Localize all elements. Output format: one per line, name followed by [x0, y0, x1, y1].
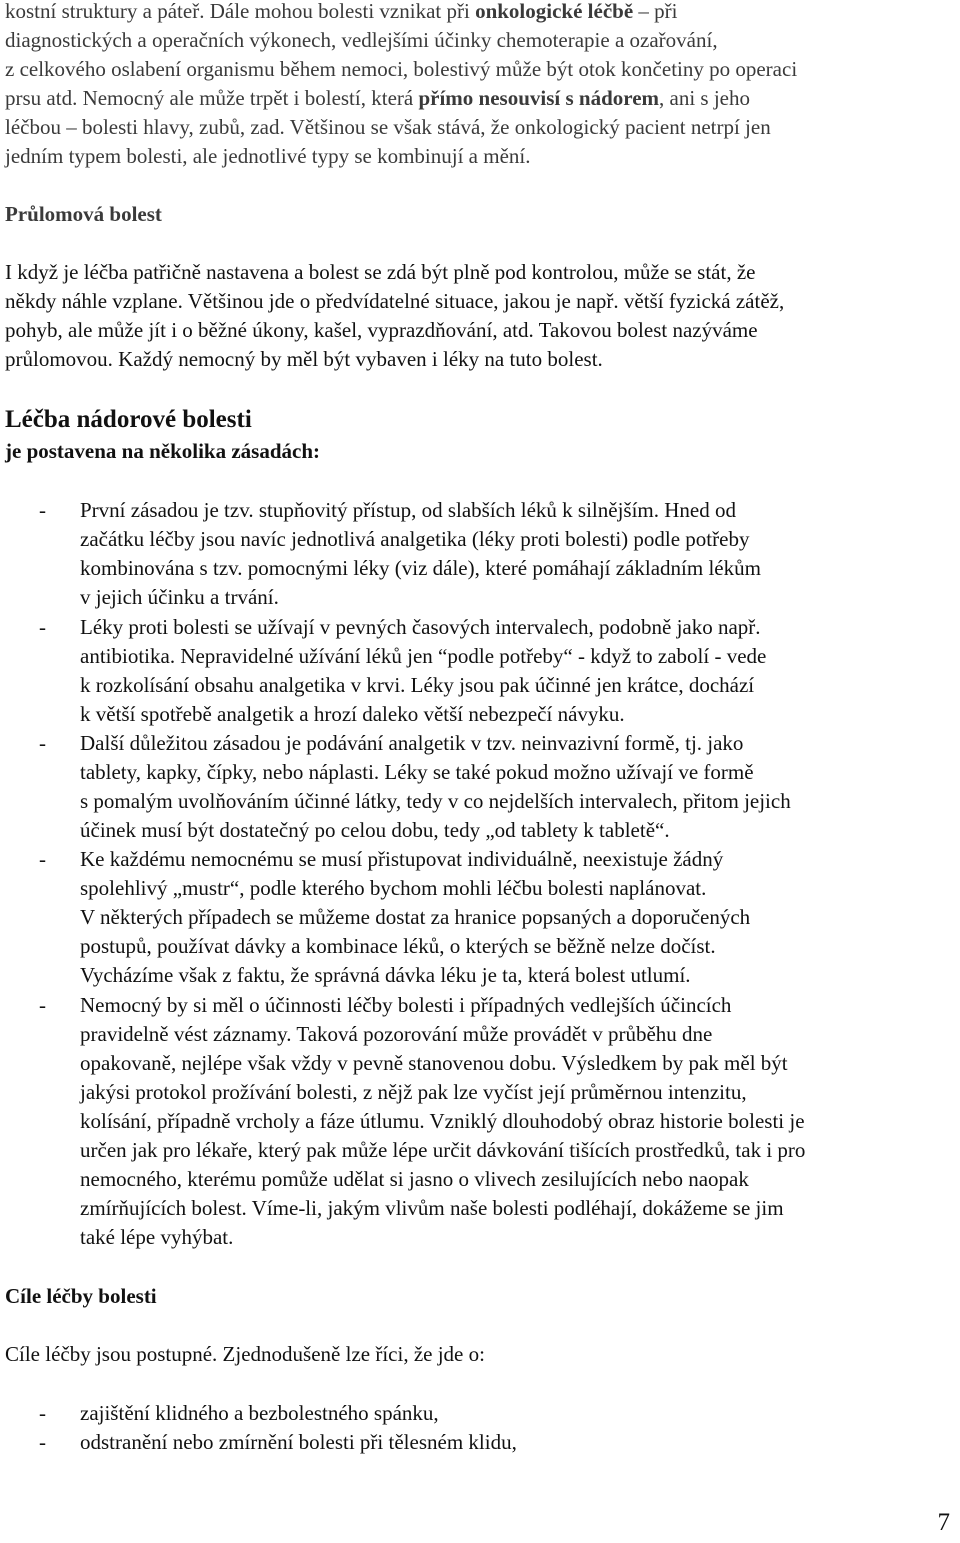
bold-phrase-not-related-to-tumor: přímo nesouvisí s nádorem [418, 86, 660, 110]
list-bullet: - [39, 993, 46, 1017]
breakthrough-line-3: pohyb, ale může jít i o běžné úkony, kašel, vyprazdňování, atd. Takovou bolest nazýváme [5, 318, 758, 342]
list-item-line: v jejich účinku a trvání. [80, 585, 279, 609]
breakthrough-line-2: někdy náhle vzplane. Většinou jde o předvídatelné situace, jakou je např. větší fyzická zátěž, [5, 289, 785, 313]
list-item-line: zmírňujících bolest. Víme-li, jakým vlivům naše bolesti podléhají, dokážeme se jim [80, 1196, 784, 1220]
breakthrough-line-1: I když je léčba patřičně nastavena a bolest se zdá být plně pod kontrolou, může se stát, že [5, 260, 756, 284]
list-item-line: První zásadou je tzv. stupňovitý přístup, od slabších léků k silnějším. Hned od [80, 498, 736, 522]
intro-line-1 [5, 0, 677, 26]
list-item-line: Léky proti bolesti se užívají v pevných časových intervalech, podobně jako např. [80, 615, 761, 639]
section-heading-treatment-goals: Cíle léčby bolesti [5, 1284, 157, 1308]
list-item-line: kolísání, případně vrcholy a fáze útlumu. Vzniklý dlouhodobý obraz historie bolesti je [80, 1109, 805, 1133]
list-item-line: k rozkolísání obsahu analgetika v krvi. Léky jsou pak účinné jen krátce, dochází [80, 673, 755, 697]
list-item-line: Vycházíme však z faktu, že správná dávka léku je ta, která bolest utlumí. [80, 963, 691, 987]
list-item-line: kombinována s tzv. pomocnými léky (viz dále), které pomáhají základním lékům [80, 556, 761, 580]
text-run: – při [633, 0, 678, 23]
intro-line-3: z celkového oslabení organismu během nemoci, bolestivý může být otok končetiny po operaci [5, 57, 798, 81]
goals-intro: Cíle léčby jsou postupné. Zjednodušeně lze říci, že jde o: [5, 1342, 485, 1366]
list-item-line: V některých případech se můžeme dostat za hranice popsaných a doporučených [80, 905, 751, 929]
list-item-line: Nemocný by si měl o účinnosti léčby bolesti i případných vedlejších účincích [80, 993, 732, 1017]
list-item-line: spolehlivý „mustr“, podle kterého bychom mohli léčbu bolesti naplánovat. [80, 876, 707, 900]
list-bullet: - [39, 847, 46, 871]
intro-line-2: diagnostických a operačních výkonech, vedlejšími účinky chemoterapie a ozařování, [5, 28, 718, 52]
list-item: zajištění klidného a bezbolestného spánku, [80, 1401, 439, 1425]
intro-line-6: jedním typem bolesti, ale jednotlivé typy se kombinují a mění. [5, 144, 531, 168]
list-item: odstranění nebo zmírnění bolesti při tělesném klidu, [80, 1430, 517, 1454]
list-item-line: opakovaně, nejlépe však vždy v pevně stanovenou dobu. Výsledkem by pak měl být [80, 1051, 788, 1075]
text-run: prsu atd. Nemocný ale může trpět i bolestí, která [5, 86, 419, 110]
list-item-line: určen jak pro lékaře, který pak může lépe určit dávkování tišících prostředků, tak i pro [80, 1138, 806, 1162]
list-item-line: nemocného, kterému pomůže udělat si jasno o vlivech zesilujících nebo naopak [80, 1167, 749, 1191]
section-heading-breakthrough-pain: Průlomová bolest [5, 202, 162, 226]
list-item-line: začátku léčby jsou navíc jednotlivá analgetika (léky proti bolesti) podle potřeby [80, 527, 750, 551]
page-number: 7 [937, 1509, 950, 1536]
list-item-line: k větší spotřebě analgetik a hrozí daleko větší nebezpečí návyku. [80, 702, 625, 726]
list-item-line: Ke každému nemocnému se musí přistupovat individuálně, neexistuje žádný [80, 847, 724, 871]
list-item-line: antibiotika. Nepravidelné užívání léků jen “podle potřeby“ - když to zabolí - vede [80, 644, 767, 668]
bold-phrase-oncologic-treatment: onkologické léčbě [475, 0, 634, 23]
list-item-line: Další důležitou zásadou je podávání analgetik v tzv. neinvazivní formě, tj. jako [80, 731, 744, 755]
list-item-line: pravidelně vést záznamy. Taková pozorování může provádět v průběhu dne [80, 1022, 713, 1046]
list-item-line: účinek musí být dostatečný po celou dobu, tedy „od tablety k tabletě“. [80, 818, 670, 842]
list-item-line: tablety, kapky, čípky, nebo náplasti. Léky se také pokud možno užívají ve formě [80, 760, 754, 784]
list-bullet: - [39, 1430, 46, 1454]
section-heading-tumor-pain-treatment: Léčba nádorové bolesti [5, 406, 252, 433]
list-bullet: - [39, 498, 46, 522]
list-item-line: s pomalým uvolňováním účinné látky, tedy v co nejdelších intervalech, přitom jejich [80, 789, 791, 813]
list-bullet: - [39, 615, 46, 639]
breakthrough-line-4: průlomovou. Každý nemocný by měl být vybaven i léky na tuto bolest. [5, 347, 603, 371]
intro-line-4 [5, 84, 750, 113]
list-item-line: také lépe vyhýbat. [80, 1225, 234, 1249]
list-bullet: - [39, 731, 46, 755]
list-item-line: postupů, používat dávky a kombinace léků, o kterých se běžně nelze dočíst. [80, 934, 716, 958]
text-run: , ani s jeho [659, 86, 750, 110]
list-bullet: - [39, 1401, 46, 1425]
intro-line-5: léčbou – bolesti hlavy, zubů, zad. Většinou se však stává, že onkologický pacient netrpí jen [5, 115, 771, 139]
section-subheading-principles: je postavena na několika zásadách: [5, 439, 321, 463]
list-item-line: jakýsi protokol prožívání bolesti, z nějž pak lze vyčíst její průměrnou intenzitu, [80, 1080, 747, 1104]
text-run: kostní struktury a páteř. Dále mohou bolesti vznikat při [5, 0, 476, 23]
